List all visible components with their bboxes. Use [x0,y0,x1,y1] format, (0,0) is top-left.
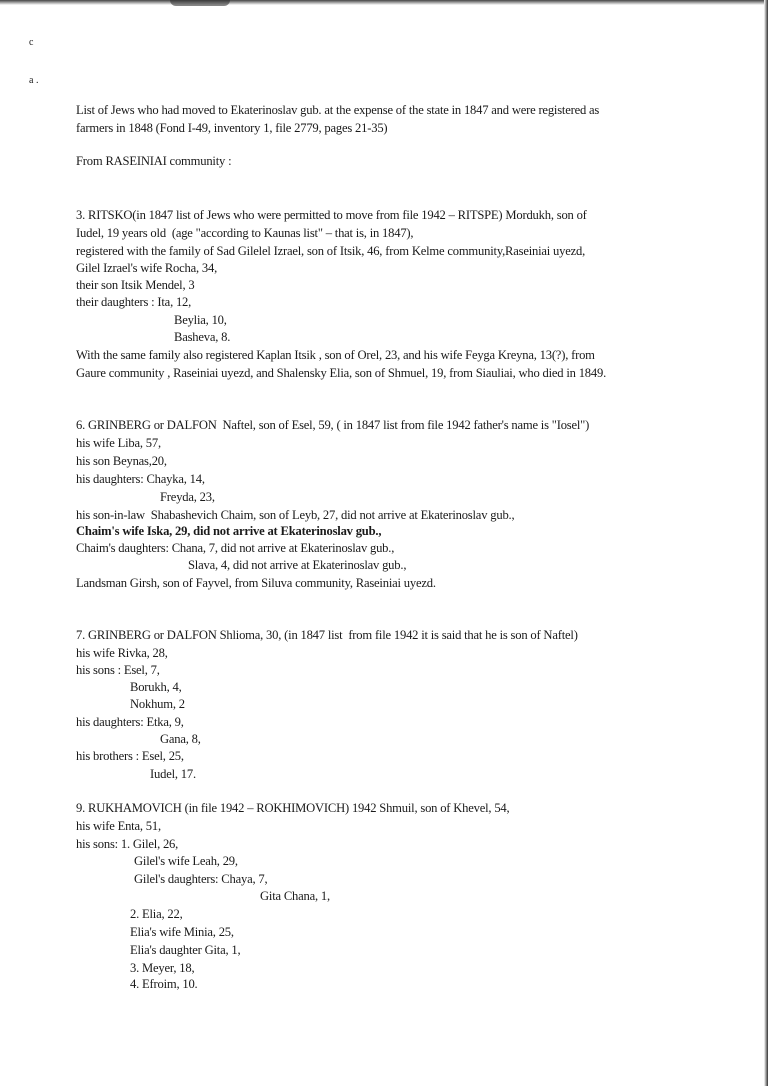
entry-6-line: Landsman Girsh, son of Fayvel, from Siluva community, Raseiniai uyezd. [76,576,436,590]
entry-3-line: Beylia, 10, [174,313,227,327]
entry-3-line: 3. RITSKO(in 1847 list of Jews who were permitted to move from file 1942 – RITSPE) Mordukh, son of [76,208,587,222]
entry-7-line: Gana, 8, [160,732,201,746]
entry-6-line: his son Beynas,20, [76,454,167,468]
intro-line: List of Jews who had moved to Ekaterinoslav gub. at the expense of the state in 1847 and were registered as [76,103,600,117]
entry-7-line: Iudel, 17. [150,767,196,781]
entry-3-line: Basheva, 8. [174,330,231,344]
entry-9-line: Gilel's daughters: Chaya, 7, [134,872,268,886]
entry-9-line: his sons: 1. Gilel, 26, [76,837,179,851]
entry-6-line: 6. GRINBERG or DALFON Naftel, son of Esel, 59, ( in 1847 list from file 1942 father's name is "Iosel") [76,418,590,432]
entry-9-line: 2. Elia, 22, [130,907,183,921]
entry-6-line: his daughters: Chayka, 14, [76,472,205,486]
community-heading: From RASEINIAI community : [76,154,232,168]
entry-7-line: Borukh, 4, [130,680,182,694]
margin-mark: c [29,37,34,48]
entry-3-line: With the same family also registered Kaplan Itsik , son of Orel, 23, and his wife Feyga Kreyna, 13(?), from [76,348,595,362]
entry-9-line: his wife Enta, 51, [76,819,161,833]
entry-9-line: Elia's daughter Gita, 1, [130,943,241,957]
entry-9-line: Gita Chana, 1, [260,889,330,903]
entry-3-line: registered with the family of Sad Gilelel Izrael, son of Itsik, 46, from Kelme community,Raseiniai uyezd, [76,244,586,258]
intro-line: farmers in 1848 (Fond I-49, inventory 1, file 2779, pages 21-35) [76,121,388,135]
entry-7-line: his sons : Esel, 7, [76,663,160,677]
entry-6-line: Slava, 4, did not arrive at Ekaterinoslav gub., [188,558,407,572]
entry-6-line: his son-in-law Shabashevich Chaim, son of Leyb, 27, did not arrive at Ekaterinoslav gub., [76,508,515,522]
entry-7-line: his wife Rivka, 28, [76,646,168,660]
entry-7-line: his daughters: Etka, 9, [76,715,184,729]
entry-6-line: Chaim's wife Iska, 29, did not arrive at Ekaterinoslav gub., [76,524,382,538]
entry-6-line: Freyda, 23, [160,490,215,504]
entry-3-line: Iudel, 19 years old (age "according to Kaunas list" – that is, in 1847), [76,226,414,240]
entry-9-line: 4. Efroim, 10. [130,977,198,991]
entry-9-line: 3. Meyer, 18, [130,961,195,975]
entry-6-line: his wife Liba, 57, [76,436,161,450]
scan-smudge [170,0,230,6]
entry-3-line: Gilel Izrael's wife Rocha, 34, [76,261,218,275]
scan-right-edge [764,0,768,1086]
entry-3-line: their daughters : Ita, 12, [76,295,192,309]
entry-7-line: Nokhum, 2 [130,697,185,711]
scan-top-edge [0,0,768,5]
entry-9-line: Elia's wife Minia, 25, [130,925,234,939]
entry-7-line: his brothers : Esel, 25, [76,749,184,763]
entry-9-line: 9. RUKHAMOVICH (in file 1942 – ROKHIMOVICH) 1942 Shmuil, son of Khevel, 54, [76,801,510,815]
entry-9-line: Gilel's wife Leah, 29, [134,854,238,868]
entry-6-line: Chaim's daughters: Chana, 7, did not arrive at Ekaterinoslav gub., [76,541,395,555]
margin-mark: a . [29,75,39,86]
entry-3-line: their son Itsik Mendel, 3 [76,278,195,292]
entry-3-line: Gaure community , Raseiniai uyezd, and Shalensky Elia, son of Shmuel, 19, from Siauliai, who died in 1849. [76,366,607,380]
entry-7-line: 7. GRINBERG or DALFON Shlioma, 30, (in 1847 list from file 1942 it is said that he is son of Naftel) [76,628,578,642]
